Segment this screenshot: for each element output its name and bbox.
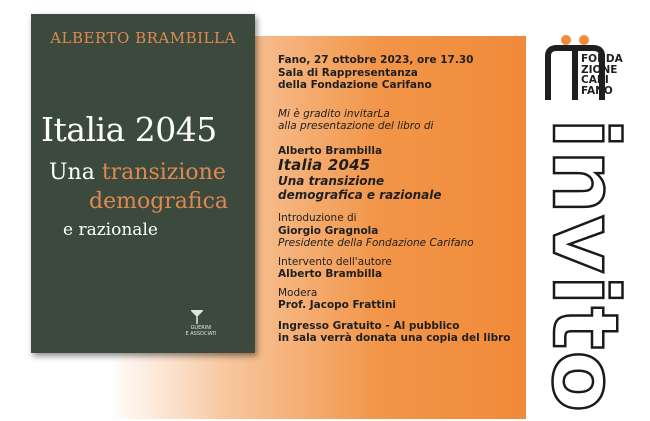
logo-text-line3: CARI — [581, 74, 609, 86]
event-venue-line2: della Fondazione Carifano — [278, 79, 432, 91]
invito-vertical-title: invito — [532, 118, 637, 414]
book-cover-subtitle-line1 — [49, 160, 226, 185]
moderator-label: Modera — [278, 286, 318, 299]
logo-text-line4: FANO — [581, 84, 613, 97]
publisher-name-line1: GUERINI — [190, 325, 212, 331]
event-date: Fano, 27 ottobre 2023, ore 17.30 — [278, 54, 474, 66]
book-cover-author: ALBERTO BRAMBILLA — [50, 29, 236, 47]
intro-role: Presidente della Fondazione Carifano — [278, 237, 474, 249]
book-cover-subtitle-word1: transizione — [101, 160, 226, 185]
book-author-name: Alberto Brambilla — [278, 144, 383, 157]
intro-name: Giorgio Gragnola — [278, 224, 379, 237]
book-subtitle-line1: Una transizione — [278, 174, 385, 188]
invitation-text — [278, 54, 528, 345]
event-venue-line1: Sala di Rappresentanza — [278, 66, 418, 79]
book-title: Italia 2045 — [278, 156, 371, 174]
logo-text-line2: ZIONE — [581, 63, 618, 76]
entry-line2: in sala verrà donata una copia del libro — [278, 332, 511, 344]
entry-line1: Ingresso Gratuito - Al pubblico — [278, 319, 460, 332]
invite-line2: alla presentazione del libro di — [278, 120, 434, 132]
publisher-name — [181, 325, 221, 337]
book-subtitle-line2: demografica e razionale — [278, 188, 442, 202]
publisher-name-line2: E ASSOCIATI — [185, 331, 217, 337]
book-cover-title: Italia 2045 — [41, 110, 217, 149]
book-cover-subtitle-prefix: Una — [49, 160, 95, 185]
book-cover-subtitle-line3: e razionale — [63, 220, 158, 240]
moderator-name: Prof. Jacopo Frattini — [278, 299, 397, 311]
invite-line1: Mi è gradito invitarLa — [278, 107, 390, 120]
speech-name: Alberto Brambilla — [278, 268, 383, 280]
book-cover-subtitle-word2: demografica — [89, 189, 229, 214]
publisher-logo-icon — [191, 310, 203, 324]
book-cover — [31, 14, 255, 353]
speech-label: Intervento dell'autore — [278, 255, 392, 268]
logo-text-line1: FONDA — [581, 53, 623, 65]
intro-label: Introduzione di — [278, 212, 357, 224]
logo-text — [581, 54, 623, 96]
